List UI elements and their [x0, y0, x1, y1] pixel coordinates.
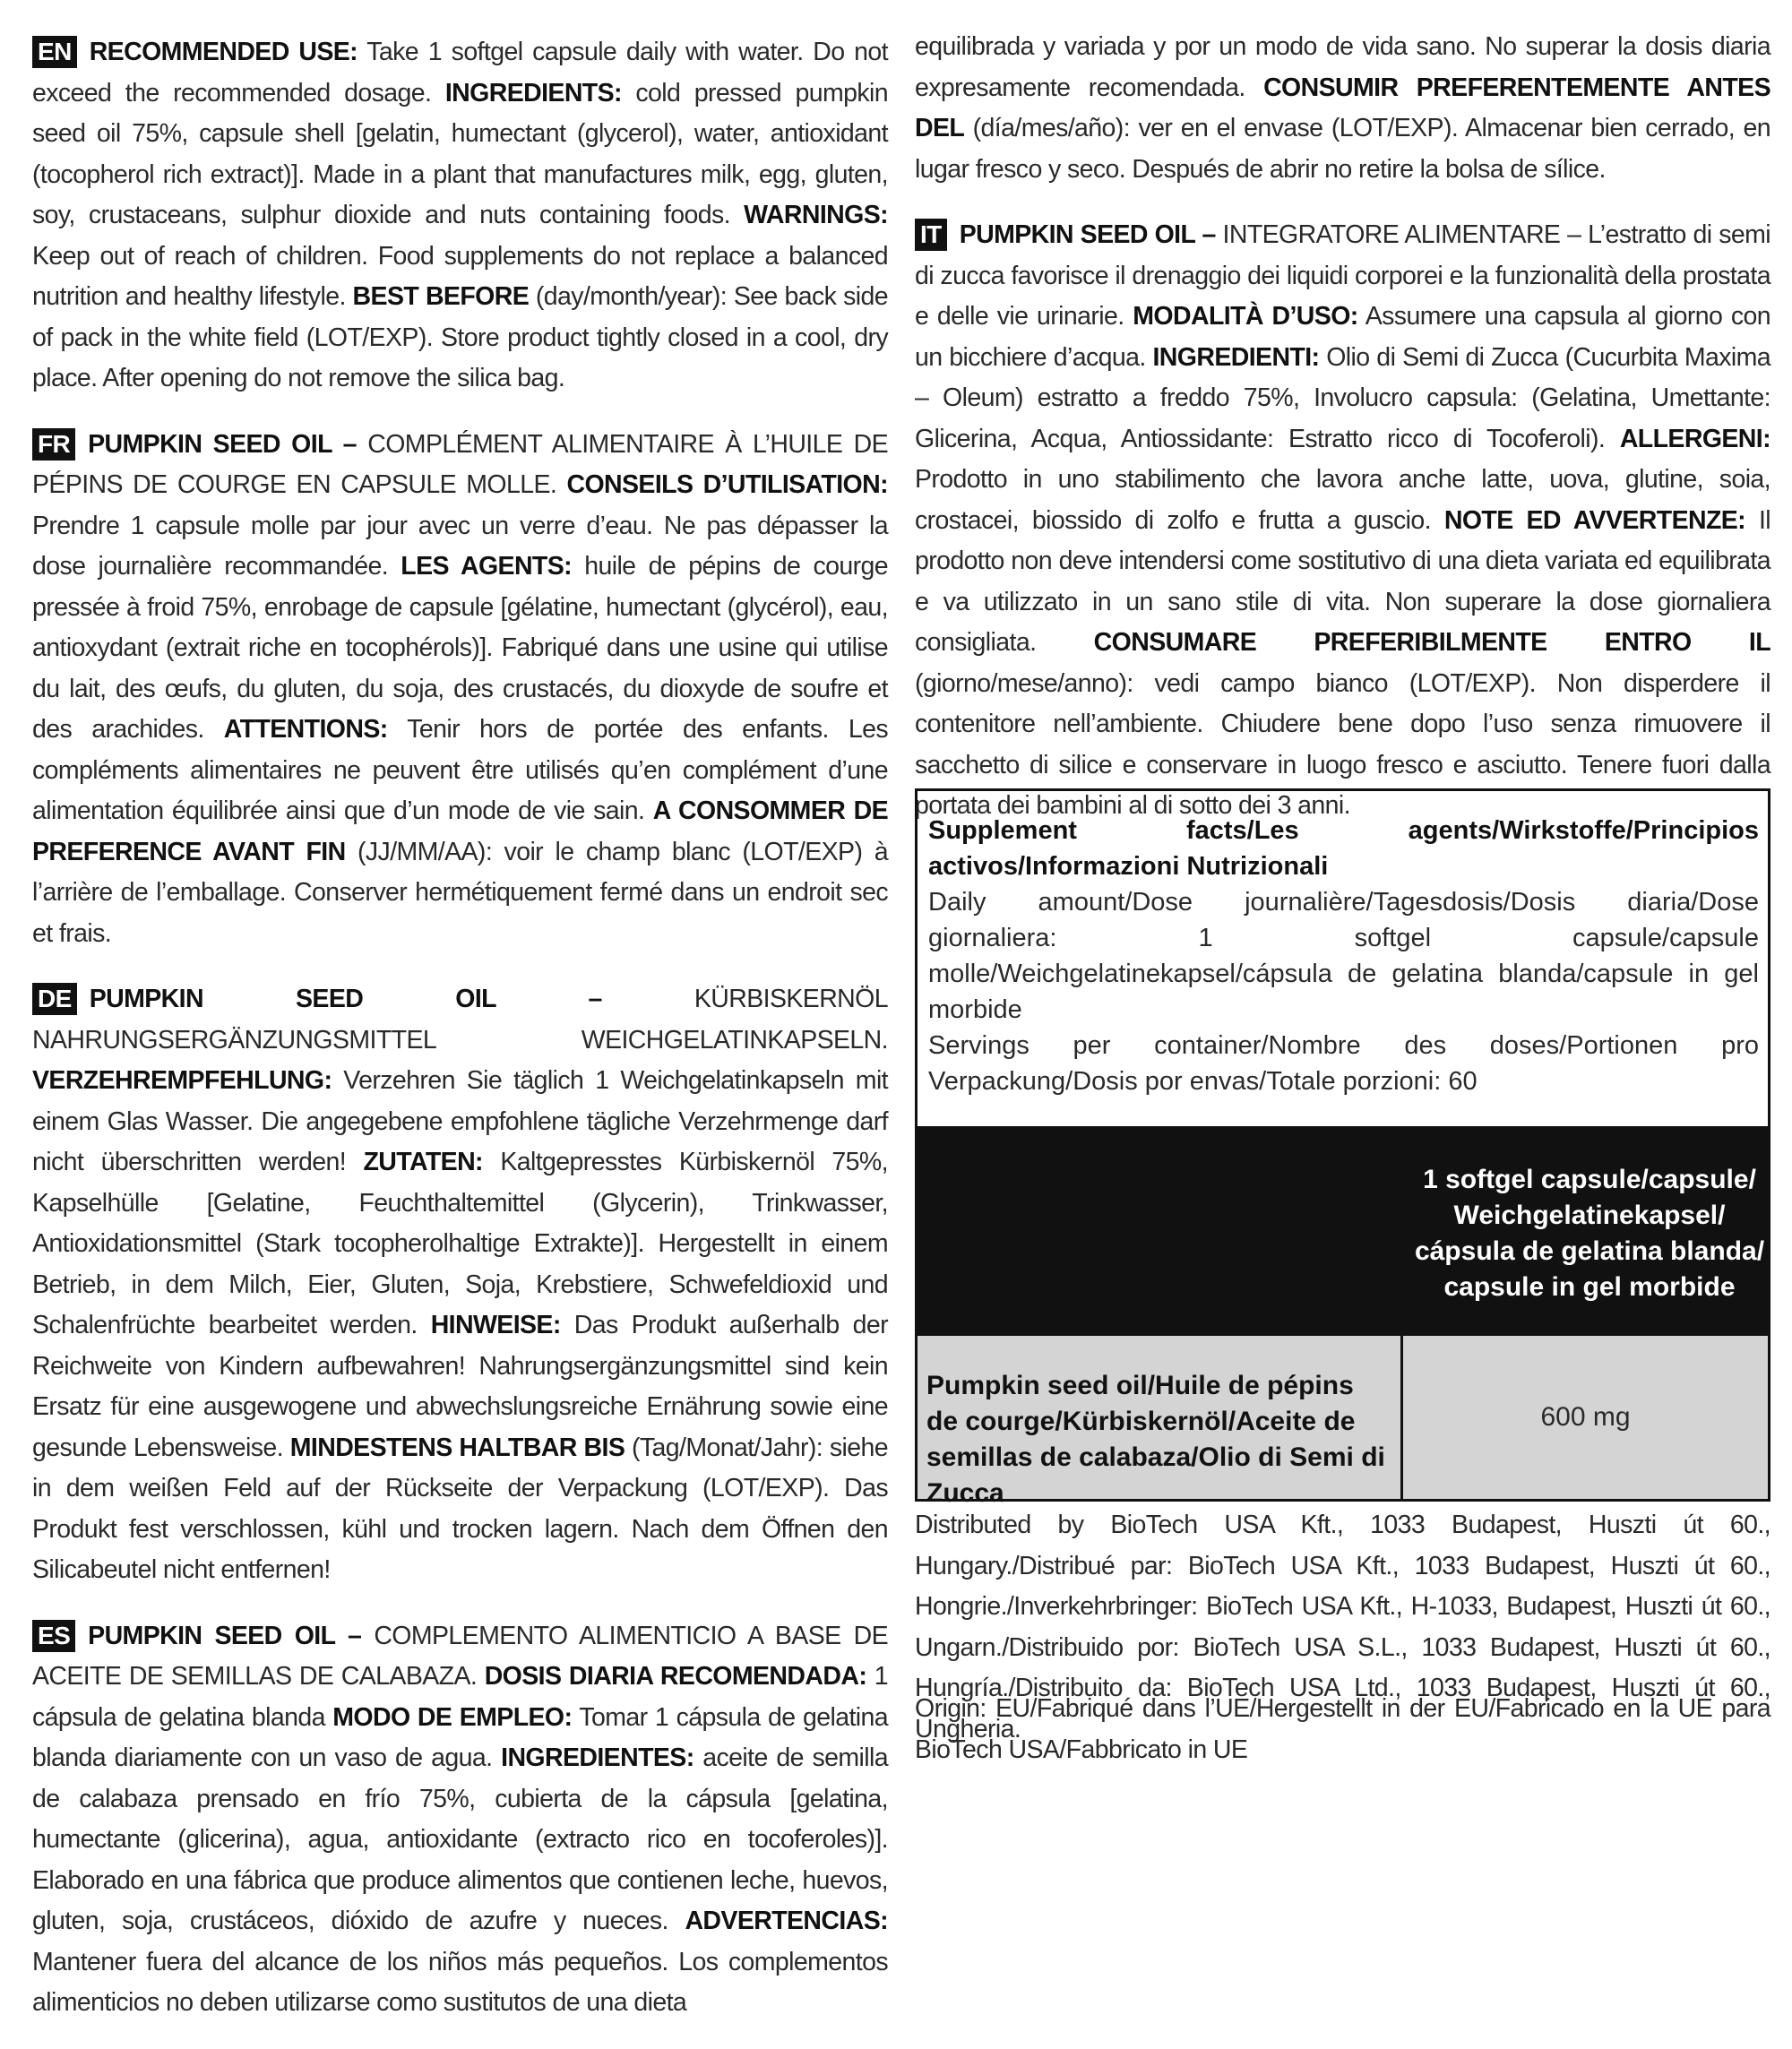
section-es: [32, 1616, 888, 2024]
en-label-recommended-use: RECOMMENDED USE:: [89, 38, 358, 66]
table-row: [918, 1336, 1768, 1508]
lang-tag-en: EN: [32, 36, 77, 68]
es-label-product: PUMPKIN SEED OIL –: [88, 1621, 362, 1650]
section-es-continued: [915, 27, 1770, 190]
fr-text-4: Tenir hors de portée des enfants. Les compléments alimentaires ne peuvent être utilisés qu’en complément d’une alimentation équilibrée ainsi que d’un mode de vie sain.: [32, 715, 889, 825]
fr-text-3: huile de pépins de courge pressée à froid 75%, enrobage de capsule [gélatine, humectant (glycérol), eau, antioxydant (extrait riche en tocophérols)]. Fabriqué dans une usine qui utilise du lait, des œufs, du gluten, du soja, des crustacés, du dioxyde de soufre et des arachides.: [32, 552, 888, 744]
en-text-2: cold pressed pumpkin seed oil 75%, capsule shell [gelatin, humectant (glycerol), water, antioxidant (tocopherol rich extract)]. Made in a plant that manufactures milk, egg, gluten, soy, crustaceans, sulphur dioxide and nuts containing foods.: [32, 78, 888, 229]
it-label-modalita: MODALITÀ D’USO:: [1133, 302, 1358, 331]
es-text-3: Tomar 1 cápsula de gelatina blanda diariamente con un vaso de agua.: [32, 1702, 888, 1772]
facts-row-value: 600 mg: [1540, 1402, 1631, 1432]
de-text-5: (Tag/Monat/Jahr): siehe in dem weißen Feld auf der Rückseite der Verpackung (LOT/EXP). Das Produkt fest verschlossen, kühl und trocken lagern. Nach dem Öffnen den Silicabeutel nicht entfernen!: [32, 1433, 889, 1584]
en-text-1: Take 1 softgel capsule daily with water. Do not exceed the recommended dosage.: [32, 38, 888, 108]
es-label-consumir: CONSUMIR PREFERENTEMENTE ANTES DEL: [915, 73, 1770, 142]
lang-tag-it: IT: [915, 219, 947, 251]
section-it: [915, 215, 1770, 827]
en-text-3: Keep out of reach of children. Food supplements do not replace a balanced nutrition and healthy lifestyle.: [32, 241, 888, 311]
it-label-note: NOTE ED AVVERTENZE:: [1443, 505, 1746, 535]
es-text-1: COMPLEMENTO ALIMENTICIO A BASE DE ACEITE DE SEMILLAS DE CALABAZA.: [32, 1621, 888, 1691]
facts-row-name: Pumpkin seed oil/Huile de pépins de courge/Kürbiskernöl/Aceite de semillas de calabaza/Olio di Semi di Zucca: [918, 1336, 1403, 1499]
es-text-4: aceite de semilla de calabaza prensado en frío 75%, cubierta de la cápsula [gelatina, humectante (glicerina), agua, antioxidante (extracto rico en tocoferoles)]. Elaborado en una fábrica que produce alimentos que contienen leche, huevos, gluten, soja, crustáceos, dióxido de azufre y nueces.: [32, 1743, 888, 1935]
facts-column-header-band: [918, 1126, 1768, 1336]
de-label-hinweise: HINWEISE:: [430, 1311, 561, 1339]
de-text-3: Kaltgepresstes Kürbiskernöl 75%, Kapselhülle [Gelatine, Feuchthaltemittel (Glycerin), Trinkwasser, Antioxidationsmittel (Stark tocopherolhaltige Extrakte)]. Hergestellt in einem Betrieb, in dem Milch, Eier, Gluten, Soja, Krebstiere, Schwefeldioxid und Schalenfrüchte bearbeitet werden.: [32, 1148, 888, 1339]
es-cont-text-1: equilibrada y variada y por un modo de vida sano. No superar la dosis diaria expresamente recomendada.: [915, 32, 1770, 102]
fr-text-2: Prendre 1 capsule molle par jour avec un verre d’eau. Ne pas dépasser la dose journalière recommandée.: [32, 511, 888, 581]
lang-tag-de: DE: [32, 983, 77, 1015]
it-text-2: Assumere una capsula al giorno con un bicchiere d’acqua.: [915, 302, 1771, 372]
de-text-2: Verzehren Sie täglich 1 Weichgelatinkapseln mit einem Glas Wasser. Die angegebene empfohlene tägliche Verzehrmenge darf nicht überschritten werden!: [32, 1066, 888, 1176]
de-label-verzehr: VERZEHREMPFEHLUNG:: [32, 1066, 332, 1095]
facts-title: Supplement facts/Les agents/Wirkstoffe/Principios activos/Informazioni Nutrizionali: [928, 816, 1759, 881]
en-label-best-before: BEST BEFORE: [352, 282, 530, 311]
it-text-5: Il prodotto non deve intendersi come sostitutivo di una dieta variata ed equilibrata e va utilizzato in un sano stile di vita. Non superare la dose giornaliera consigliata.: [915, 505, 1771, 657]
es-cont-text-2: (día/mes/año): ver en el envase (LOT/EXP). Almacenar bien cerrado, en lugar fresco y seco. Después de abrir no retire la bolsa de sílice.: [915, 114, 1770, 184]
es-text-2: 1 cápsula de gelatina blanda: [32, 1662, 888, 1732]
it-text-4: Prodotto in uno stabilimento che lavora anche latte, uova, glutine, soia, crostacei, biossido di zolfo e frutta a guscio.: [915, 465, 1770, 535]
es-label-ingredientes: INGREDIENTES:: [501, 1743, 694, 1772]
section-en: [32, 32, 888, 400]
de-text-1: KÜRBISKERNÖL NAHRUNGSERGÄNZUNGSMITTEL WEICHGELATINKAPSELN.: [32, 985, 888, 1055]
it-text-3: Olio di Semi di Zucca (Cucurbita Maxima – Oleum) estratto a freddo 75%, Involucro capsula: (Gelatina, Umettante: Glicerina, Acqua, Antiossidante: Estratto ricco di Tocoferoli).: [915, 342, 1770, 453]
de-label-product: PUMPKIN SEED OIL –: [89, 985, 602, 1013]
facts-servings: Servings per container/Nombre des doses/Portionen pro Verpackung/Dosis por envas/Totale porzioni: 60: [928, 1031, 1759, 1096]
en-label-ingredients: INGREDIENTS:: [444, 78, 622, 108]
es-label-advertencias: ADVERTENCIAS:: [685, 1907, 888, 1935]
fr-text-5: (JJ/MM/AA): voir le champ blanc (LOT/EXP) à l’arrière de l’emballage. Conserver hermétiquement fermé dans un endroit sec et frais.: [32, 837, 888, 948]
en-label-warnings: WARNINGS:: [744, 201, 888, 229]
fr-text-1: COMPLÉMENT ALIMENTAIRE À L’HUILE DE PÉPINS DE COURGE EN CAPSULE MOLLE.: [32, 429, 888, 499]
it-label-allergeni: ALLERGENI:: [1619, 424, 1770, 453]
es-label-modo: MODO DE EMPLEO:: [332, 1702, 573, 1732]
en-text-4: (day/month/year): See back side of pack in the white field (LOT/EXP). Store product tightly closed in a cool, dry place. After opening do not remove the silica bag.: [32, 282, 888, 392]
supplement-facts-table: [915, 788, 1770, 1508]
facts-column-header: 1 softgel capsule/capsule/ Weichgelatinekapsel/ cápsula de gelatina blanda/ capsule in gel morbide: [1414, 1165, 1765, 1302]
it-text-1: INTEGRATORE ALIMENTARE – L’estratto di semi di zucca favorisce il drenaggio dei liquidi corporei e la funzionalità della prostata e delle vie urinarie.: [915, 220, 1770, 331]
it-label-consumare: CONSUMARE PREFERIBILMENTE ENTRO IL: [1093, 628, 1771, 657]
de-text-4: Das Produkt außerhalb der Reichweite von Kindern aufbewahren! Nahrungsergänzungsmittel sind kein Ersatz für eine ausgewogene und abwechslungsreiche Ernährung sowie eine gesunde Lebensweise.: [32, 1311, 888, 1462]
distributed-by: Distributed by BioTech USA Kft., 1033 Budapest, Huszti út 60., Hungary./Distribué par: BioTech USA Kft., 1033 Budapest, Huszti út 60., Hongrie./Inverkehrbringer: BioTech USA Kft., H-1033, Budapest, Huszti út 60., Ungarn./Distribuido por: BioTech USA S.L., 1033 Budapest, Huszti út 60., Hungría./Distribuito da: BioTech USA Ltd., 1033 Budapest, Huszti út 60., Ungheria.: [915, 1511, 1770, 1743]
es-label-dosis: DOSIS DIARIA RECOMENDADA:: [484, 1662, 867, 1691]
section-fr: [32, 425, 888, 955]
fr-label-agents: LES AGENTS:: [401, 552, 573, 581]
lang-tag-es: ES: [32, 1620, 75, 1652]
right-column: [915, 27, 1770, 852]
lang-tag-fr: FR: [32, 428, 75, 461]
fr-label-conseils: CONSEILS D’UTILISATION:: [566, 470, 888, 499]
fr-label-attentions: ATTENTIONS:: [223, 715, 388, 744]
es-text-5: Mantener fuera del alcance de los niños más pequeños. Los complementos alimenticios no deben utilizarse como sustitutos de una dieta: [32, 1947, 888, 2017]
left-column: [32, 32, 888, 2049]
facts-header: [918, 791, 1768, 1126]
section-de: [32, 979, 888, 1591]
it-label-product: PUMPKIN SEED OIL –: [959, 220, 1216, 249]
it-label-ingredienti: INGREDIENTI:: [1152, 342, 1320, 372]
origin: Origin: EU/Fabriqué dans l’UE/Hergestellt in der EU/Fabricado en la UE para BioTech USA/Fabbricato in UE: [915, 1694, 1770, 1764]
de-label-haltbar: MINDESTENS HALTBAR BIS: [289, 1433, 625, 1462]
fr-label-product: PUMPKIN SEED OIL –: [88, 429, 357, 459]
it-text-6: (giorno/mese/anno): vedi campo bianco (LOT/EXP). Non disperdere il contenitore nell’ambiente. Chiudere bene dopo l’uso senza rimuovere il sacchetto di silice e conservare in luogo fresco e asciutto. Tenere fuori dalla portata dei bambini al di sotto dei 3 anni.: [915, 668, 1770, 820]
fr-label-consommer: A CONSOMMER DE PREFERENCE AVANT FIN: [32, 796, 888, 866]
facts-daily-amount: Daily amount/Dose journalière/Tagesdosis/Dosis diaria/Dose giornaliera: 1 softgel capsule/capsule molle/Weichgelatinekapsel/cápsula de gelatina blanda/capsule in gel morbide: [928, 888, 1759, 1024]
de-label-zutaten: ZUTATEN:: [363, 1148, 483, 1176]
